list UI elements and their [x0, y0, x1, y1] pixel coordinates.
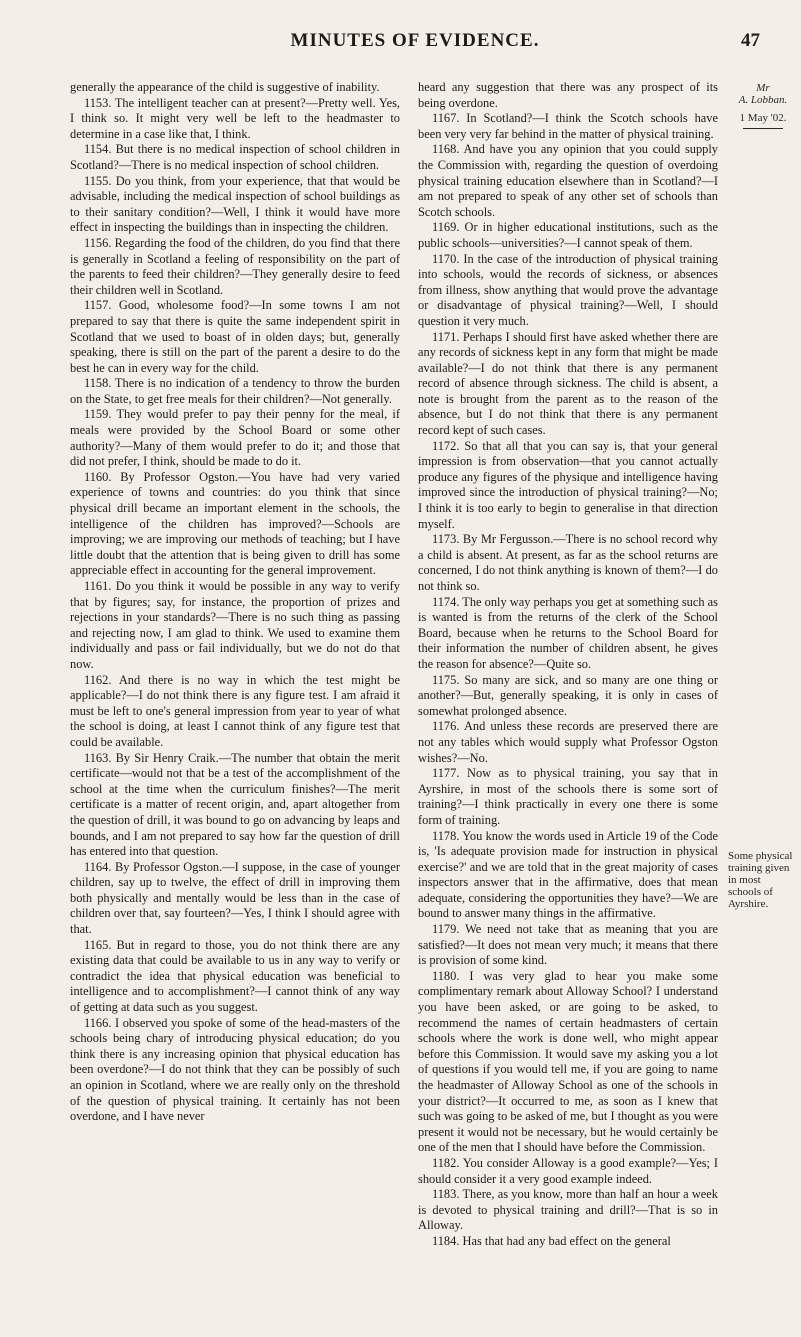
- witness-name: A. Lobban.: [738, 94, 788, 106]
- paragraph: 1179. We need not take that as meaning that you are satisfied?—It does not mean very much; it means that there is provision of some kind.: [418, 922, 718, 968]
- paragraph: 1174. The only way perhaps you get at something such as is wanted is from the returns of the clerk of the School Board, because when he returns to the School Board for their information the number of children absent, he gives the reason for absence?—Quite so.: [418, 594, 718, 671]
- paragraph: 1184. Has that had any bad effect on the general: [432, 1233, 671, 1248]
- paragraph: 1173. By Mr Fergusson.—There is no school record why a child is absent. At present, as far as the school returns are concerned, I do not think anything is known of them?—I do not think so.: [418, 532, 718, 593]
- paragraph: 1167. In Scotland?—I think the Scotch schools have been very very far behind in the matter of physical training.: [418, 111, 718, 141]
- right-column: [418, 80, 718, 1250]
- left-column: [70, 80, 400, 1125]
- side-note: [728, 850, 794, 910]
- paragraph: 1178. You know the words used in Article 19 of the Code is, 'Is adequate provision made for instruction in physical exercise?' and we are told that in the great majority of cases inspectors answer that in the affirmative, does that mean adequate, considering the opportunities they have?—We are bound to answer many things in the affirmative.: [418, 828, 718, 921]
- paragraph: 1156. Regarding the food of the children, do you find that there is generally in Scotland a feeling of responsibility on the part of the parents to feed their children?—They generally desire to feed their children well in Scotland.: [70, 235, 400, 297]
- side-note-line: in most: [728, 874, 761, 886]
- paragraph: 1158. There is no indication of a tendency to throw the burden on the State, to get free meals for their children?—Not generally.: [70, 376, 400, 406]
- paragraph: 1163. By Sir Henry Craik.—The number that obtain the merit certificate—would not that be a test of the accomplishment of the school at the time when the curriculum finishes?—The merit certificate is a matter of recent origin, and, apart altogether from the question of drill, it was bound to go on advancing by leaps and bounds, and I am not prepared to say how far the question of drill has entered into that question.: [70, 750, 400, 859]
- paragraph: 1168. And have you any opinion that you could supply the Commission with, regarding the question of overdoing physical training education elsewhere than in Scotland?—I am not prepared to speak of any other set of schools than Scotch schools.: [418, 142, 718, 219]
- side-note-line: Some physical: [728, 850, 793, 862]
- paragraph: generally the appearance of the child is suggestive of inability.: [70, 80, 380, 94]
- paragraph: 1172. So that all that you can say is, that your general impression is from observation—that you cannot actually produce any figures of the physique and intelligence having improved since the introduction of physical training?—No; I think it is too early to begin to generalise in that direction myself.: [418, 438, 718, 531]
- paragraph: 1166. I observed you spoke of some of the head-masters of the schools being chary of introducing physical education; do you think there is any increasing opinion that physical education has been overdone?—I do not think that they can be possibly of such an opinion in Scotland, where we are really only on the threshold of the question of physical training. It certainly has not been overdone, and I have never: [70, 1015, 400, 1124]
- paragraph: 1154. But there is no medical inspection of school children in Scotland?—There is no medical inspection of school children.: [70, 142, 400, 172]
- paragraph: 1159. They would prefer to pay their penny for the meal, if meals were provided by the School Board or some other authority?—Many of them would prefer to do it; and those that did not prefer, I think, should be made to do it.: [70, 407, 400, 469]
- paragraph: 1171. Perhaps I should first have asked whether there are any records of sickness kept in any form that might be made available?—I do not think that there is any permanent record of absence through sickness. The child is absent, a note is brought from the parent as to the reason of the absence, but I do not think that there is any permanent record kept of such cases.: [418, 329, 718, 438]
- paragraph: 1183. There, as you know, more than half an hour a week is devoted to physical training and drill?—That is so in Alloway.: [418, 1187, 718, 1233]
- paragraph: 1162. And there is no way in which the test might be applicable?—I do not think there is any figure test. I am afraid it must be left to one's general impression from year to year of what the school is doing, at least I cannot think of any figure test that could be available.: [70, 672, 400, 749]
- paragraph: 1155. Do you think, from your experience, that that would be advisable, including the medical inspection of school buildings as to their sanitary condition?—Well, I think it would have more effect in inspecting the buildings than in inspecting the children.: [70, 173, 400, 235]
- paragraph: 1169. Or in higher educational institutions, such as the public schools—universities?—I cannot speak of them.: [418, 220, 718, 250]
- side-note-line: schools of: [728, 886, 773, 898]
- paragraph: 1180. I was very glad to hear you make some complimentary remark about Alloway School? I understand you have been asked, or are going to be asked, to recommend the names of certain headmasters of certain schools where the work is done well, who might appear before this Commission. It would save my asking you a lot of questions if you would tell me, if you are going to name the headmaster of Alloway School as one of the schools in your district?—It occurred to me, as soon as I knew that such was going to be asked of me, but I thought as you were present it would not be necessary, but he would certainly be one of the men that I should have before the Commission.: [418, 968, 718, 1155]
- paragraph: 1182. You consider Alloway is a good example?—Yes; I should consider it a very good example indeed.: [418, 1155, 718, 1186]
- paragraph: 1177. Now as to physical training, you say that in Ayrshire, in most of the schools there is some sort of training?—I think practically in every one there is some form of training.: [418, 766, 718, 827]
- side-note-line: Ayrshire.: [728, 898, 769, 910]
- page-header: [70, 30, 760, 54]
- paragraph: 1161. Do you think it would be possible in any way to verify that by figures; say, for instance, the proportion of prizes and rejections in your standards?—There is no such thing as passing and rejecting now, I am glad to think. We used to examine them individually and pass or fail individually, but we do not do that now.: [70, 579, 400, 671]
- paragraph: 1153. The intelligent teacher can at present?—Pretty well. Yes, I think so. It might very well be left to the headmaster to determine in a case like that, I think.: [70, 95, 400, 141]
- paragraph: 1176. And unless these records are preserved there are not any tables which would supply what Professor Ogston wishes?—No.: [418, 719, 718, 765]
- witness-margin-note: [730, 82, 796, 129]
- paragraph: 1160. By Professor Ogston.—You have had very varied experience of towns and countries: do you think that since physical drill became an important element in the schools, the intelligence of the children has improved?—Schools are improving; we are improving our methods of teaching; but I have little doubt that the attention that is being given to drill has some appreciable effect in accounting for the general improvement.: [70, 469, 400, 578]
- paragraph: 1157. Good, wholesome food?—In some towns I am not prepared to say that there is quite the same independent spirit in Scotland that we used to boast of in olden days; but, generally speaking, there is still on the part of the parent a desire to do the best he can in every way for the child.: [70, 298, 400, 375]
- side-note-line: training given: [728, 862, 790, 874]
- paragraph: 1165. But in regard to those, you do not think there are any existing data that could be available to us in any way to verify or contradict the idea that physical education was beneficial to intelligence and to accomplishment?—I cannot think of any way of getting at data such as you suggest.: [70, 937, 400, 1015]
- running-title: MINUTES OF EVIDENCE.: [290, 30, 540, 51]
- witness-date: 1 May '02.: [739, 112, 787, 124]
- paragraph: 1175. So many are sick, and so many are one thing or another?—But, generally speaking, it is only in cases of somewhat prolonged absence.: [418, 672, 718, 718]
- margin-rule: [743, 128, 783, 129]
- paragraph: 1164. By Professor Ogston.—I suppose, in the case of younger children, say up to twelve, the effect of drill in improving them both physically and mentally would be less than in the case of children over that, say fourteen?—Yes, I think I should agree with that.: [70, 859, 400, 937]
- paragraph: 1170. In the case of the introduction of physical training into schools, would the records of sickness, or absences from illness, show anything that would prove the advantage or disadvantage of physical training?—Well, I should question it very much.: [418, 251, 718, 328]
- page-number: 47: [741, 30, 760, 51]
- paragraph: heard any suggestion that there was any prospect of its being overdone.: [418, 80, 718, 110]
- witness-title: Mr: [756, 82, 770, 94]
